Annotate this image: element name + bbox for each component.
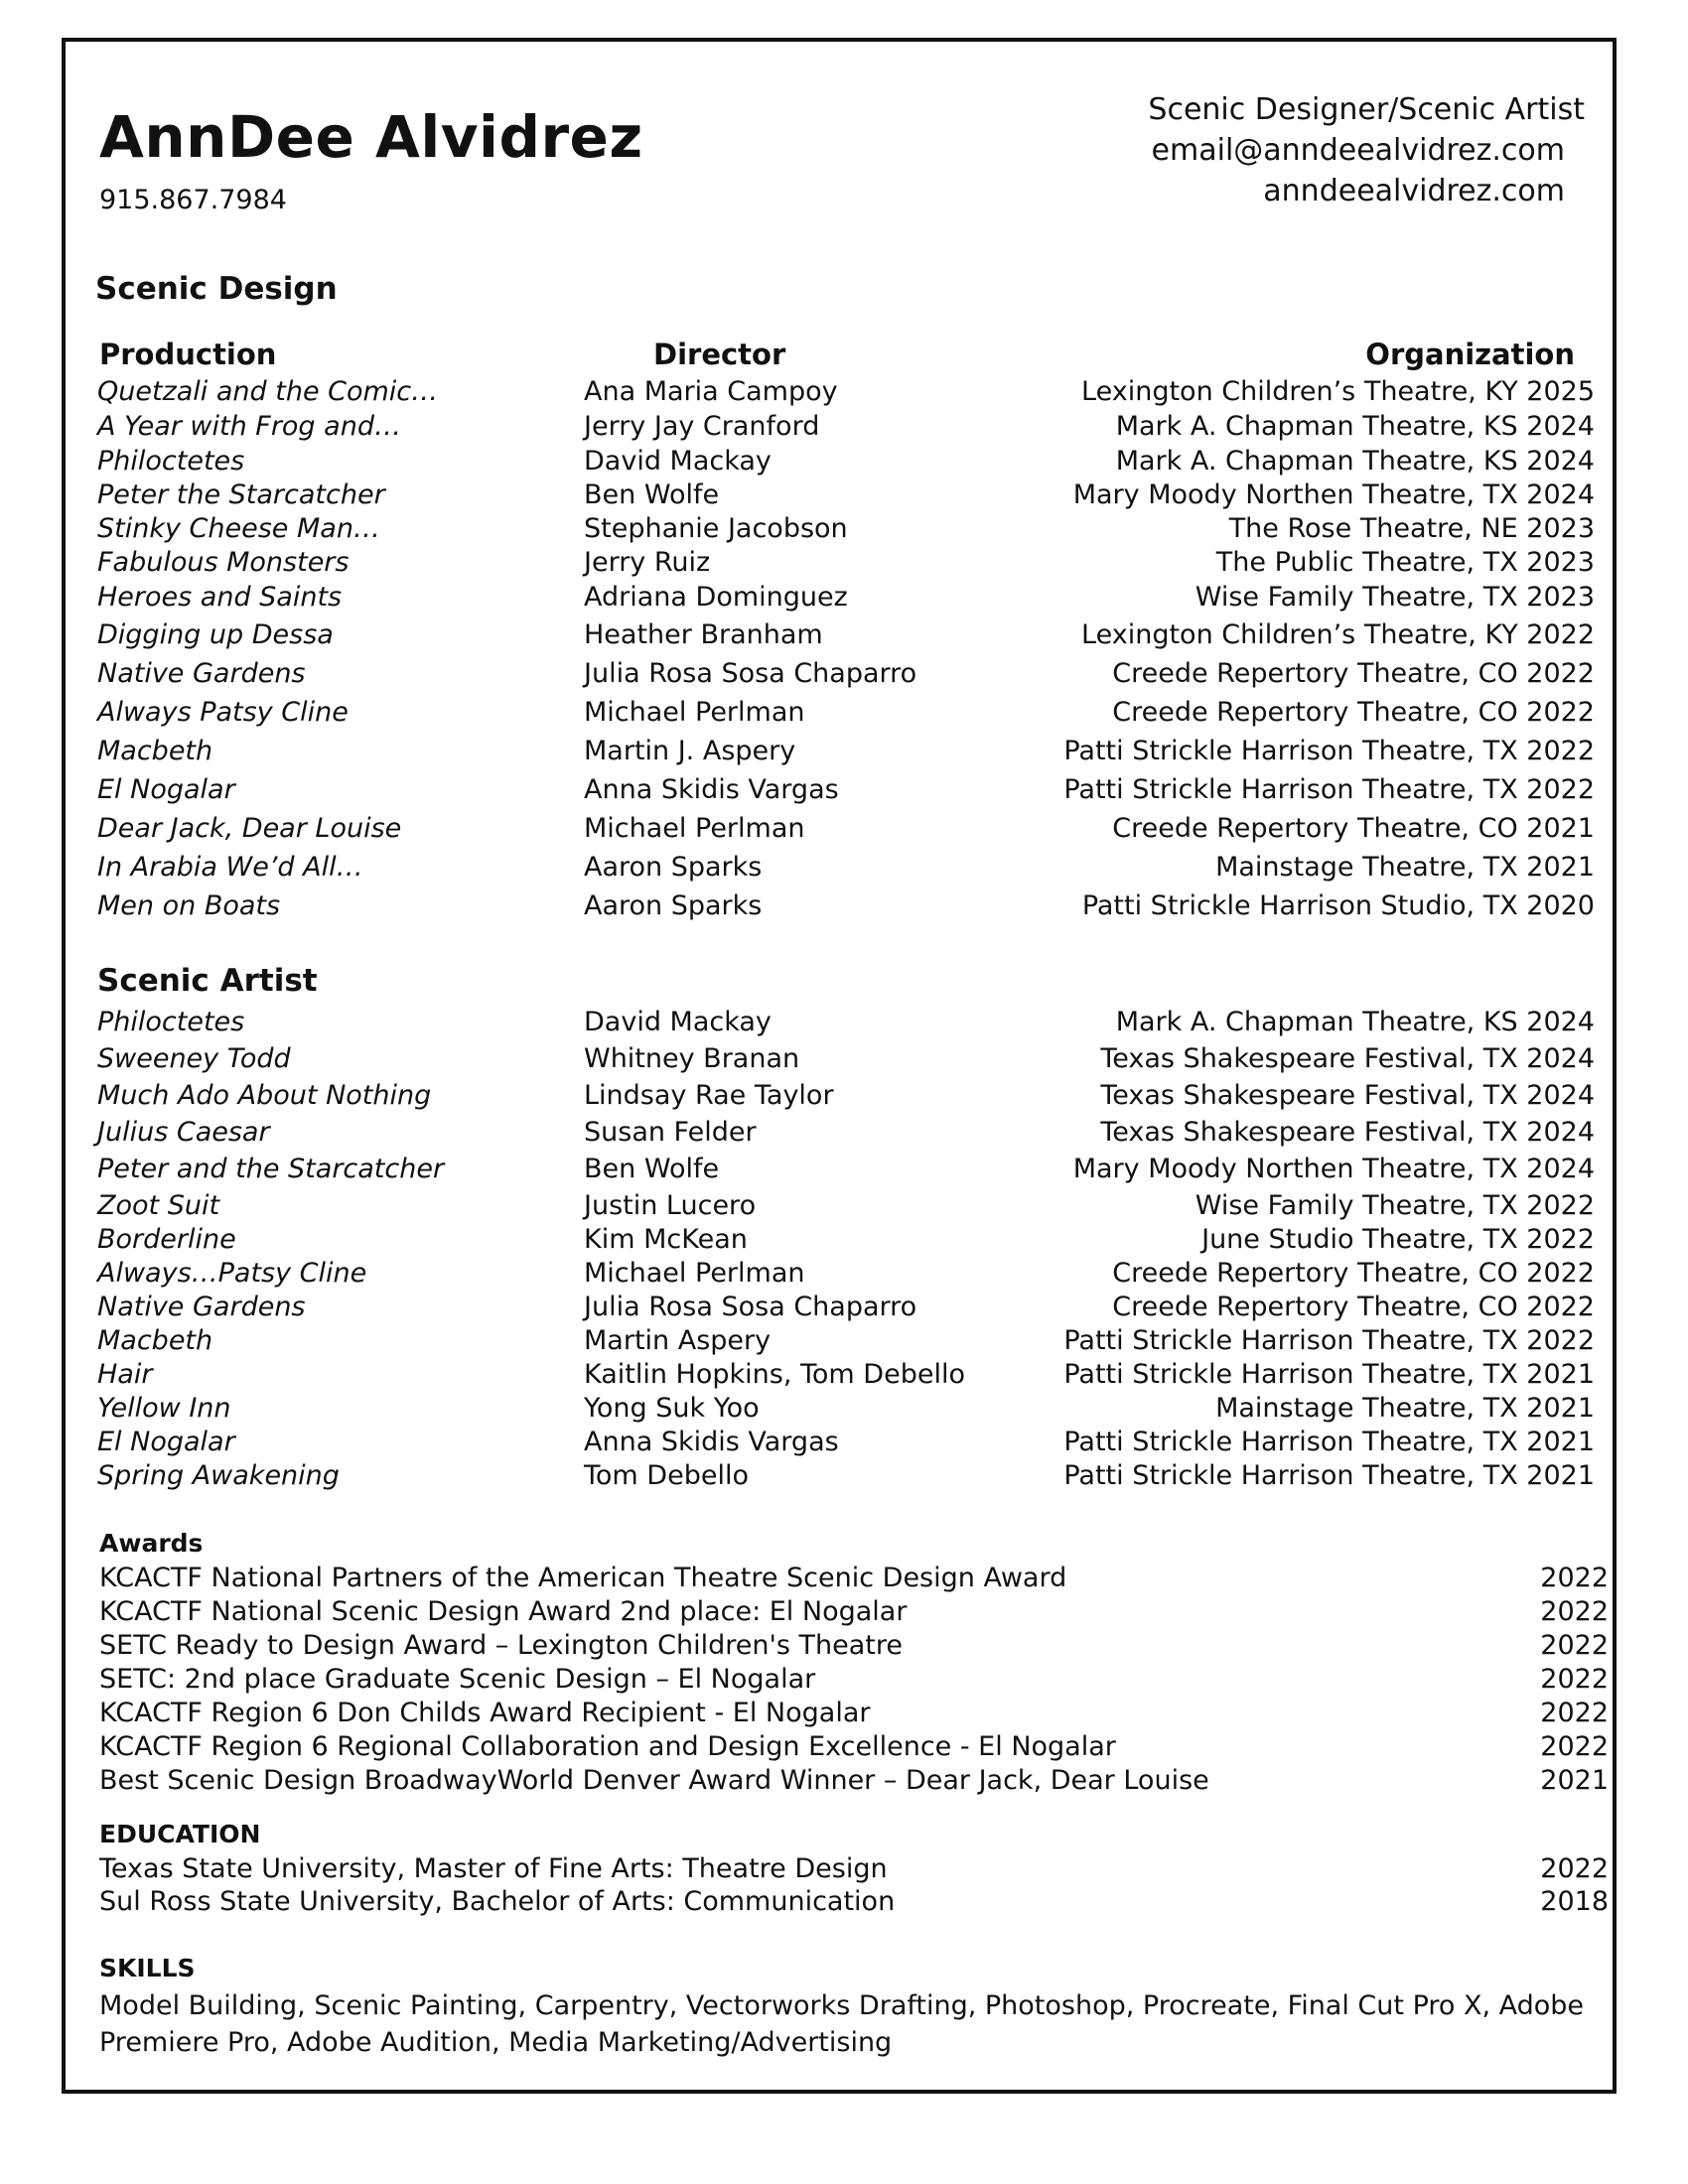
table-row (97, 1189, 1595, 1223)
organization-name: Mark A. Chapman Theatre, KS 2024 (1115, 446, 1595, 477)
table-row (97, 618, 1595, 652)
award-text: Best Scenic Design BroadwayWorld Denver Award Winner – Dear Jack, Dear Louise (99, 1765, 1209, 1796)
director-name: Stephanie Jacobson (584, 513, 848, 544)
award-text: KCACTF National Partners of the American Theatre Scenic Design Award (99, 1563, 1067, 1593)
director-name: Susan Felder (584, 1117, 757, 1148)
skills-text: Model Building, Scenic Painting, Carpentry, Vectorworks Drafting, Photoshop, Procreate, Final Cut Pro X, Adobe Premiere Pro, Adobe Audition, Media Marketing/Advertising (99, 1990, 1585, 2058)
award-year: 2022 (1540, 1698, 1609, 1728)
organization-name: Creede Repertory Theatre, CO 2022 (1112, 1258, 1595, 1289)
production-title: Philoctetes (97, 1007, 245, 1037)
director-name: Ben Wolfe (584, 1154, 720, 1184)
production-title: Quetzali and the Comic… (97, 376, 439, 407)
director-name: Lindsay Rae Taylor (584, 1080, 834, 1111)
award-year: 2021 (1540, 1765, 1609, 1796)
production-title: Yellow Inn (97, 1393, 231, 1424)
award-item (99, 1629, 1609, 1663)
section-heading-education: EDUCATION (99, 1820, 261, 1848)
table-row (97, 581, 1595, 614)
director-name: Aaron Sparks (584, 890, 763, 921)
production-title: Zoot Suit (97, 1190, 220, 1221)
column-header-director: Director (653, 338, 786, 371)
production-title: Always Patsy Cline (97, 697, 349, 728)
production-title: Philoctetes (97, 446, 245, 477)
table-row (97, 1042, 1595, 1076)
production-title: Native Gardens (97, 658, 306, 689)
production-title: In Arabia We’d All… (97, 852, 363, 883)
table-row (97, 1079, 1595, 1113)
organization-name: Patti Strickle Harrison Theatre, TX 2021 (1063, 1427, 1595, 1457)
award-year: 2022 (1540, 1596, 1609, 1627)
section-heading-scenic-design: Scenic Design (95, 271, 338, 307)
education-item (99, 1852, 1609, 1886)
director-name: Michael Perlman (584, 697, 805, 728)
table-row (97, 478, 1595, 512)
director-name: Aaron Sparks (584, 852, 763, 883)
director-name: Kaitlin Hopkins, Tom Debello (584, 1359, 965, 1390)
director-name: Martin Aspery (584, 1325, 772, 1356)
table-row (97, 445, 1595, 478)
organization-name: Patti Strickle Harrison Theatre, TX 2022 (1063, 774, 1595, 805)
organization-name: Mark A. Chapman Theatre, KS 2024 (1115, 1007, 1595, 1037)
production-title: Spring Awakening (97, 1460, 340, 1491)
education-year: 2022 (1540, 1853, 1609, 1884)
director-name: Julia Rosa Sosa Chaparro (584, 1292, 917, 1322)
organization-name: Texas Shakespeare Festival, TX 2024 (1100, 1080, 1595, 1111)
award-text: SETC Ready to Design Award – Lexington Children's Theatre (99, 1630, 903, 1661)
education-year: 2018 (1540, 1886, 1609, 1917)
award-year: 2022 (1540, 1731, 1609, 1762)
organization-name: Wise Family Theatre, TX 2022 (1195, 1190, 1595, 1221)
production-title: Borderline (97, 1224, 236, 1255)
job-title: Scenic Designer/Scenic Artist (1148, 92, 1585, 127)
table-row (97, 512, 1595, 546)
organization-name: The Rose Theatre, NE 2023 (1228, 513, 1595, 544)
table-row (97, 1223, 1595, 1257)
production-title: Stinky Cheese Man… (97, 513, 380, 544)
table-row (97, 1459, 1595, 1493)
director-name: Anna Skidis Vargas (584, 774, 839, 805)
director-name: Michael Perlman (584, 813, 805, 844)
table-row (97, 1358, 1595, 1392)
education-item (99, 1885, 1609, 1919)
award-item (99, 1730, 1609, 1764)
award-item (99, 1697, 1609, 1730)
award-text: KCACTF Region 6 Regional Collaboration and Design Excellence - El Nogalar (99, 1731, 1116, 1762)
production-title: Native Gardens (97, 1292, 306, 1322)
award-item (99, 1562, 1609, 1595)
table-row (97, 1392, 1595, 1426)
organization-name: Texas Shakespeare Festival, TX 2024 (1100, 1117, 1595, 1148)
production-title: Sweeney Todd (97, 1043, 291, 1074)
organization-name: Mary Moody Northen Theatre, TX 2024 (1072, 1154, 1595, 1184)
production-title: Julius Caesar (97, 1117, 270, 1148)
organization-name: Patti Strickle Harrison Studio, TX 2020 (1081, 890, 1595, 921)
table-row (97, 1153, 1595, 1186)
director-name: Julia Rosa Sosa Chaparro (584, 658, 917, 689)
award-text: KCACTF Region 6 Don Childs Award Recipient - El Nogalar (99, 1698, 871, 1728)
section-heading-scenic-artist: Scenic Artist (97, 963, 318, 999)
organization-name: Patti Strickle Harrison Theatre, TX 2021 (1063, 1359, 1595, 1390)
organization-name: June Studio Theatre, TX 2022 (1201, 1224, 1595, 1255)
award-item (99, 1595, 1609, 1629)
column-header-organization: Organization (1365, 338, 1575, 371)
organization-name: The Public Theatre, TX 2023 (1215, 547, 1595, 578)
table-row (97, 1006, 1595, 1039)
production-title: Fabulous Monsters (97, 547, 350, 578)
table-row (97, 375, 1595, 409)
education-text: Sul Ross State University, Bachelor of Arts: Communication (99, 1886, 896, 1917)
director-name: Jerry Jay Cranford (584, 411, 820, 442)
production-title: Heroes and Saints (97, 582, 343, 613)
organization-name: Mainstage Theatre, TX 2021 (1215, 852, 1595, 883)
production-title: Macbeth (97, 1325, 213, 1356)
award-year: 2022 (1540, 1664, 1609, 1695)
table-row (97, 657, 1595, 691)
column-header-production: Production (99, 338, 277, 371)
organization-name: Patti Strickle Harrison Theatre, TX 2022 (1063, 1325, 1595, 1356)
organization-name: Patti Strickle Harrison Theatre, TX 2022 (1063, 736, 1595, 766)
organization-name: Creede Repertory Theatre, CO 2022 (1112, 697, 1595, 728)
table-row (97, 735, 1595, 768)
director-name: Yong Suk Yoo (584, 1393, 760, 1424)
table-row (97, 1257, 1595, 1291)
website: anndeealvidrez.com (1263, 174, 1565, 208)
director-name: David Mackay (584, 1007, 772, 1037)
table-row (97, 773, 1595, 807)
phone-number: 915.867.7984 (99, 185, 287, 215)
production-title: El Nogalar (97, 1427, 235, 1457)
organization-name: Mark A. Chapman Theatre, KS 2024 (1115, 411, 1595, 442)
production-title: Much Ado About Nothing (97, 1080, 432, 1111)
organization-name: Patti Strickle Harrison Theatre, TX 2021 (1063, 1460, 1595, 1491)
candidate-name: AnnDee Alvidrez (99, 103, 643, 171)
production-title: Men on Boats (97, 890, 281, 921)
award-year: 2022 (1540, 1563, 1609, 1593)
table-row (97, 1116, 1595, 1150)
organization-name: Creede Repertory Theatre, CO 2022 (1112, 1292, 1595, 1322)
organization-name: Wise Family Theatre, TX 2023 (1195, 582, 1595, 613)
director-name: Justin Lucero (584, 1190, 757, 1221)
organization-name: Creede Repertory Theatre, CO 2021 (1112, 813, 1595, 844)
production-title: Always…Patsy Cline (97, 1258, 367, 1289)
award-item (99, 1663, 1609, 1697)
director-name: Michael Perlman (584, 1258, 805, 1289)
director-name: Ben Wolfe (584, 479, 720, 510)
director-name: Martin J. Aspery (584, 736, 796, 766)
table-row (97, 546, 1595, 580)
table-row (97, 1291, 1595, 1324)
production-title: A Year with Frog and… (97, 411, 401, 442)
production-title: Macbeth (97, 736, 213, 766)
director-name: Ana Maria Campoy (584, 376, 838, 407)
organization-name: Texas Shakespeare Festival, TX 2024 (1100, 1043, 1595, 1074)
director-name: Heather Branham (584, 619, 823, 650)
education-text: Texas State University, Master of Fine Arts: Theatre Design (99, 1853, 888, 1884)
award-text: KCACTF National Scenic Design Award 2nd place: El Nogalar (99, 1596, 908, 1627)
organization-name: Lexington Children’s Theatre, KY 2022 (1081, 619, 1595, 650)
production-title: El Nogalar (97, 774, 235, 805)
contact-block (1148, 89, 1585, 211)
table-row (97, 851, 1595, 885)
table-row (97, 812, 1595, 846)
organization-name: Lexington Children’s Theatre, KY 2025 (1081, 376, 1595, 407)
director-name: Tom Debello (584, 1460, 749, 1491)
production-title: Peter the Starcatcher (97, 479, 385, 510)
director-name: Anna Skidis Vargas (584, 1427, 839, 1457)
production-title: Peter and the Starcatcher (97, 1154, 445, 1184)
production-title: Hair (97, 1359, 153, 1390)
production-title: Digging up Dessa (97, 619, 334, 650)
director-name: Kim McKean (584, 1224, 748, 1255)
table-row (97, 1426, 1595, 1459)
director-name: Adriana Dominguez (584, 582, 848, 613)
award-year: 2022 (1540, 1630, 1609, 1661)
email-address: email@anndeealvidrez.com (1151, 133, 1565, 168)
director-name: Whitney Branan (584, 1043, 800, 1074)
table-row (97, 889, 1595, 923)
award-text: SETC: 2nd place Graduate Scenic Design – El Nogalar (99, 1664, 816, 1695)
table-row (97, 696, 1595, 730)
director-name: Jerry Ruiz (584, 547, 711, 578)
table-row (97, 410, 1595, 444)
section-heading-skills: SKILLS (99, 1954, 196, 1982)
award-item (99, 1764, 1609, 1798)
table-row (97, 1324, 1595, 1358)
organization-name: Mary Moody Northen Theatre, TX 2024 (1072, 479, 1595, 510)
section-heading-awards: Awards (99, 1529, 204, 1558)
organization-name: Mainstage Theatre, TX 2021 (1215, 1393, 1595, 1424)
director-name: David Mackay (584, 446, 772, 477)
production-title: Dear Jack, Dear Louise (97, 813, 402, 844)
organization-name: Creede Repertory Theatre, CO 2022 (1112, 658, 1595, 689)
